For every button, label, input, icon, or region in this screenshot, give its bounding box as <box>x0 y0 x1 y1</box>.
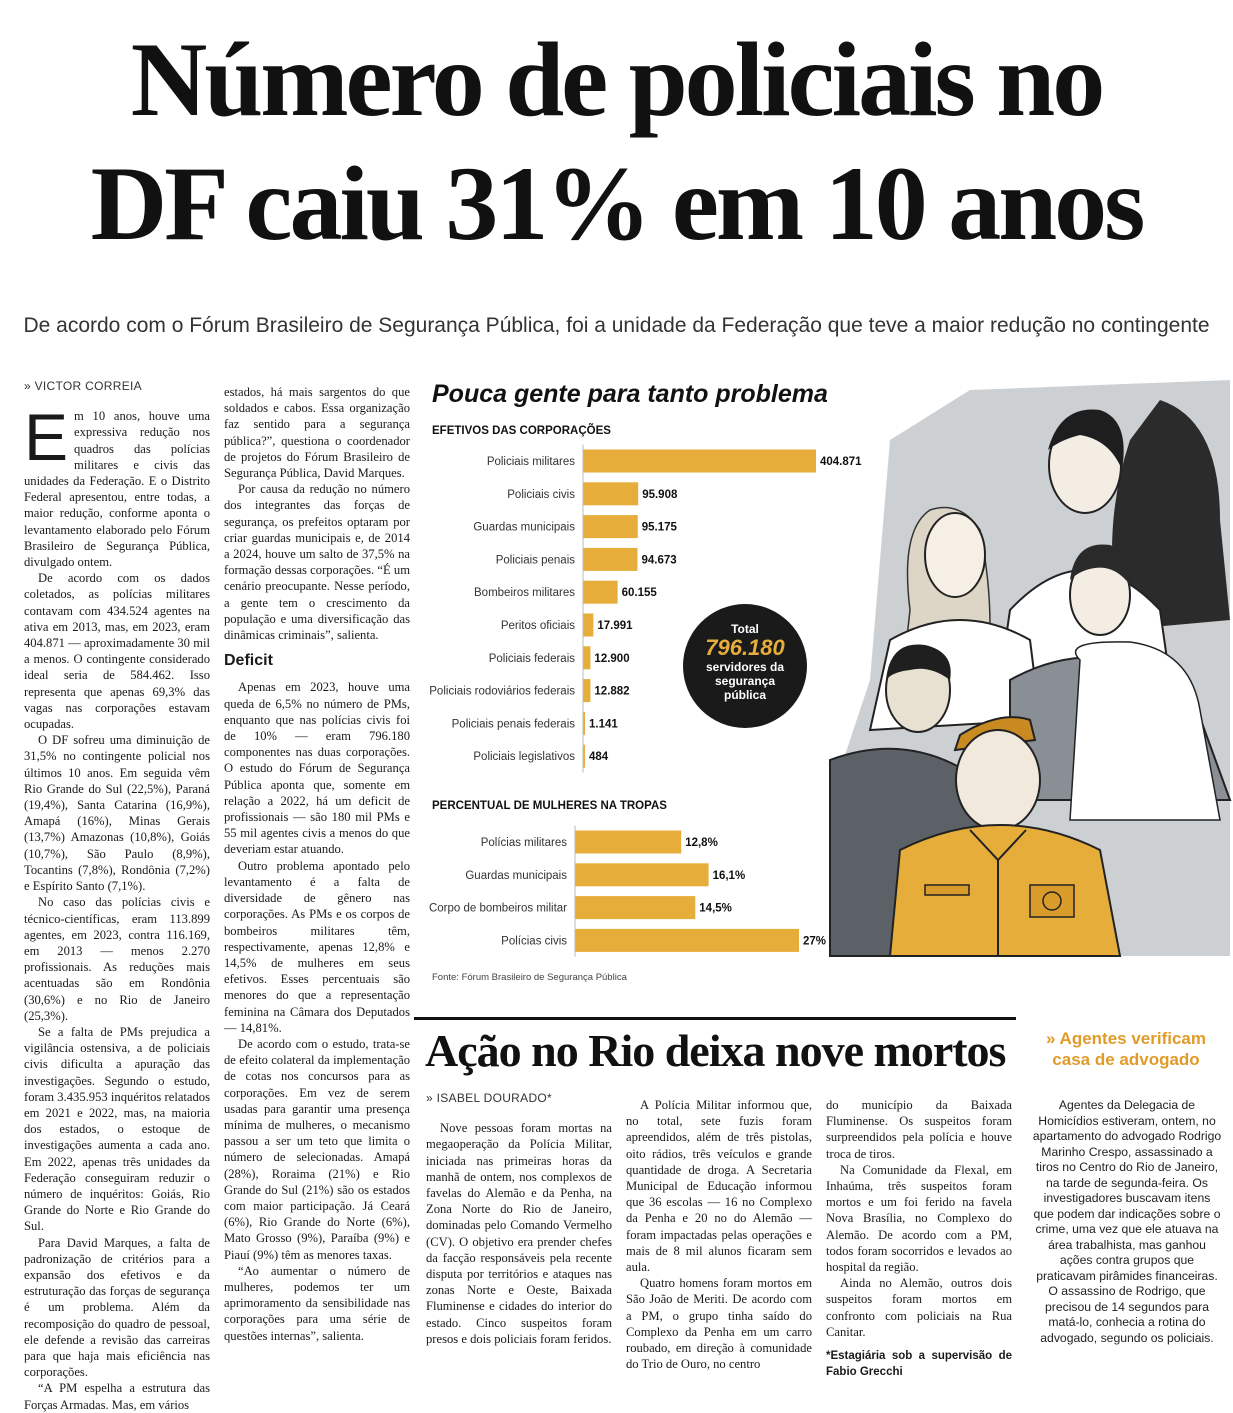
paragraph: Apenas em 2023, houve uma queda de 6,5% no número de PMs, enquanto que nas polícias civis foi de 10% — eram 796.180 componentes nas duas corporações. O estudo do Fórum de Segurança Pública aponta que, somente em relação a 2022, há um deficit de profissionais — são 180 mil PMs e 55 mil agentes civis a menos do que deveriam estar atuando. <box>224 680 410 857</box>
story-2-column-2 <box>626 1097 812 1372</box>
story-2-note: *Estagiária sob a supervisão de Fabio Grecchi <box>826 1350 1012 1379</box>
headline-line-2: DF caiu 31% em 10 anos <box>90 145 1143 262</box>
paragraph: “A PM espelha a estrutura das Forças Armadas. Mas, em vários <box>24 1381 210 1412</box>
paragraph: De acordo com o estudo, trata-se de efeito colateral da implementação de cotas nos concursos para as corporações. Em vez de serem usadas para garantir uma presença mínima de mulheres, o mecanismo passou a ser um teto que limita o número de selecionadas. Amapá (28%), Roraima (21%) e Rio Grande do Sul (21%) são os estados com maior participação. Já Ceará (6%), Rio Grande do Norte (6%), Mato Grosso (9%), Paraíba (9%) e Piauí (9%) têm as menores taxas. <box>224 1036 410 1262</box>
bar <box>583 548 637 571</box>
bar <box>583 515 638 538</box>
story-2-column-3 <box>826 1097 1012 1380</box>
bar <box>583 614 593 637</box>
bar-value-label: 14,5% <box>699 902 732 915</box>
bar-value-label: 94.673 <box>641 554 677 567</box>
bar-category-label: Policiais militares <box>486 456 575 468</box>
article-column-2 <box>224 384 410 1344</box>
subheadline: De acordo com o Fórum Brasileiro de Segurança Pública, foi a unidade da Federação que teve a maior redução no contingente <box>23 314 1210 337</box>
byline: » VICTOR CORREIA <box>24 379 142 393</box>
story-2-column-1 <box>426 1090 612 1347</box>
paragraph: Nove pessoas foram mortas na megaoperação da Polícia Militar, iniciada nas primeiras horas da manhã de ontem, nos complexos de favelas do Alemão e da Penha, na Zona Norte do Rio de Janeiro, dominadas pelo Comando Vermelho (CV). O objetivo era prender chefes da facção responsáveis pela recente disputa por territórios e ataques nas zonas Norte e Oeste, Baixada Fluminense e cidades do interior do estado. Cinco suspeitos foram presos e dois policiais foram feridos. <box>426 1121 612 1346</box>
bar <box>575 896 695 919</box>
paragraph: Em 10 anos, houve uma expressiva redução nos quadros das polícias militares e civis das unidades da Federação. E o Distrito Federal apresentou, entre todas, a maior redução, conforme aponta o levantamento elaborado pelo Fórum Brasileiro de Segurança Pública, divulgado ontem. <box>24 400 210 570</box>
bar-value-label: 60.155 <box>621 587 657 600</box>
paragraph: “Ao aumentar o número de mulheres, podemos ter um aprimoramento da sensibilidade nas corporações para uma série de questões internas”, salienta. <box>224 1263 410 1343</box>
bar-category-label: Peritos oficiais <box>500 620 575 632</box>
police-officers-illustration <box>830 380 1230 956</box>
bar-value-label: 95.908 <box>642 488 678 501</box>
paragraph: Na Comunidade da Flexal, em Inhaúma, três suspeitos foram mortos e um foi ferido na favela Nova Brasília, no Complexo do Alemão. De acordo com a PM, todos foram socorridos e levados ao hospital da região. <box>826 1162 1012 1275</box>
bar-category-label: Policiais rodoviários federais <box>429 685 575 698</box>
bar <box>575 831 681 854</box>
paragraph: Outro problema apontado pelo levantamento é a falta de diversidade de gênero nas corporações. As PMs e os corpos de bombeiros militares têm, respectivamente, apenas 12,8% e 14,5% de mulheres em seus efetivos. Esses percentuais são menores do que a representação feminina na Câmara dos Deputados — 14,81%. <box>224 858 410 1035</box>
bar <box>575 929 799 952</box>
bar-category-label: Policiais federais <box>488 652 575 665</box>
bar-category-label: Policiais civis <box>507 488 575 501</box>
bar-value-label: 12,8% <box>685 837 718 849</box>
section-rule <box>414 1017 1016 1020</box>
paragraph: do município da Baixada Fluminense. Os suspeitos foram surpreendidos pela polícia e houve troca de tiros. <box>826 1098 1012 1161</box>
chart-1-title: EFETIVOS DAS CORPORAÇÕES <box>432 425 611 437</box>
paragraph: Ainda no Alemão, outros dois suspeitos foram mortos em confronto com policiais na Rua Canitar. <box>826 1276 1012 1339</box>
paragraph: Se a falta de PMs prejudica a vigilância ostensiva, a de policiais civis dificulta a apuração das investigações. Segundo o estudo, foram 3.435.953 inquéritos relatados em 2021 e 2022, mas, na maioria dos estados, o estoque de investigações aumenta a cada ano. Em 2022, apenas três unidades da Federação conseguiram reduzir o número de inquéritos: Goiás, Rio Grande do Norte e Rio Grande do Sul. <box>24 1024 210 1234</box>
bar <box>583 450 816 473</box>
total-value: 796.180 <box>705 635 785 660</box>
bar-value-label: 484 <box>589 751 609 764</box>
bar-value-label: 404.871 <box>820 456 862 468</box>
paragraph: Para David Marques, a falta de padronização de critérios para a expansão dos efetivos e da estruturação das forças de segurança é um problema. Além da recomposição do quadro de pessoal, ele defende a revisão das carreiras para que haja mais eficiência nas corporações. <box>24 1235 210 1380</box>
bar-value-label: 16,1% <box>712 869 746 882</box>
bar-category-label: Bombeiros militares <box>474 587 575 600</box>
article-column-1 <box>24 378 210 1413</box>
story-2-headline: Ação no Rio deixa nove mortos <box>425 1025 1006 1076</box>
bar-category-label: Policiais penais federais <box>451 718 575 731</box>
sidebar-text: Agentes da Delegacia de Homicídios estiveram, ontem, no apartamento do advogado Rodrigo Marinho Crespo, assassinado a tiros no Centro do Rio de Janeiro, na tarde de segunda-feira. Os investigadores buscavam itens que podem dar indicações sobre o crime, uma vez que ele atuava na área trabalhista, mas ganhou ações contra grupos que praticavam pirâmides financeiras. O assassino de Rodrigo, que precisou de 14 segundos para matá-lo, conhecia a rotina do advogado, segundo os policiais. <box>1032 1098 1222 1345</box>
section-subtitle: Deficit <box>224 652 273 670</box>
paragraph: Quatro homens foram mortos em São João de Meriti. De acordo com a PM, o grupo tinha saído do Complexo da Penha em um carro roubado, em direção à comunidade do Trio de Ouro, no centro <box>626 1276 812 1372</box>
bar <box>583 482 638 505</box>
bar <box>583 679 590 702</box>
bar-category-label: Policiais legislativos <box>473 751 575 764</box>
paragraph: A Polícia Militar informou que, no total, sete fuzis foram apreendidos, além de três pistolas, oito rádios, três veículos e grande quantidade de droga. A Secretaria Municipal de Educação informou que 36 escolas — 16 no Complexo da Penha e 20 no do Alemão — foram impactadas pelas operações e mais de 8 mil alunos ficaram sem aula. <box>626 1098 812 1275</box>
total-badge <box>683 604 807 728</box>
bar-value-label: 12.882 <box>594 685 630 698</box>
paragraph: Por causa da redução no número dos integrantes das forças de segurança, os prefeitos optaram por criar guardas municipais e, de 2014 a 2024, houve um salto de 37,5% na formação dessas corporações. “É um cenário preocupante. Nesse período, a gente tem o crescimento da população e uma diversificação das dinâmicas criminais”, salienta. <box>224 482 410 643</box>
headline <box>0 18 1233 266</box>
bar <box>583 581 618 604</box>
paragraph: O DF sofreu uma diminuição de 31,5% no contingente policial nos últimos 10 anos. Em seguida vêm Rio Grande do Sul (22,5%), Paraná (19,4%), Santa Catarina (16,9%), Amapá (16%), Minas Gerais (13,7%) Amazonas (10,8%), Goiás (10,7%), São Paulo (8,9%), Tocantins (7,8%), Rondônia (7,2%) e Espírito Santo (7,1%). <box>24 733 210 894</box>
headline-line-1: Número de policiais no <box>130 21 1103 138</box>
drop-cap: E <box>24 400 69 475</box>
chart-2-title: PERCENTUAL DE MULHERES NA TROPAS <box>432 800 667 812</box>
story-2-byline: » ISABEL DOURADO* <box>426 1091 553 1105</box>
infographic-title: Pouca gente para tanto problema <box>432 380 828 408</box>
chart-efetivos <box>420 442 880 774</box>
paragraph: estados, há mais sargentos do que soldados e cabos. Essa organização faz sentido para a segurança pública?”, questiona o coordenador de projetos do Fórum Brasileiro de Segurança Pública, David Marques. <box>224 385 410 481</box>
bar-value-label: 17.991 <box>597 620 633 632</box>
bar-category-label: Guardas municipais <box>473 521 575 534</box>
paragraph: De acordo com os dados coletados, as polícias militares contavam com 434.524 agentes na ativa em 2013, mas, em 2023, eram 404.871 — aproximadamente 30 mil a menos. O contingente considerado ideal seria de 584.462. Isso representa que apenas 69,3% das vagas nas corporações estavam ocupadas. <box>24 571 210 732</box>
bar-category-label: Corpo de bombeiros militar <box>428 902 567 915</box>
bar-category-label: Guardas municipais <box>465 869 567 882</box>
sidebar-title: » Agentes verificam casa de advogado <box>1046 1029 1206 1069</box>
chart-mulheres <box>420 822 840 962</box>
bar <box>575 863 709 886</box>
bar <box>583 646 590 669</box>
total-label: Total <box>731 622 759 636</box>
source-note: Fonte: Fórum Brasileiro de Segurança Pública <box>432 972 627 983</box>
bar-value-label: 95.175 <box>641 521 677 534</box>
bar-category-label: Policiais penais <box>495 554 575 567</box>
total-description: servidores da segurança pública <box>705 660 785 702</box>
paragraph: No caso das polícias civis e técnico-científicas, eram 113.899 agentes, em 2023, contra 116.169, em 2013 — menos 2.270 profissionais. As reduções mais acentuadas são em Rondônia (30,6%) e no Rio de Janeiro (25,3%). <box>24 895 210 1023</box>
bar-category-label: Polícias militares <box>480 837 567 849</box>
bar-category-label: Polícias civis <box>501 935 567 948</box>
bar-value-label: 1.141 <box>589 718 618 731</box>
bar-value-label: 27% <box>803 935 827 948</box>
bar-value-label: 12.900 <box>594 652 630 665</box>
